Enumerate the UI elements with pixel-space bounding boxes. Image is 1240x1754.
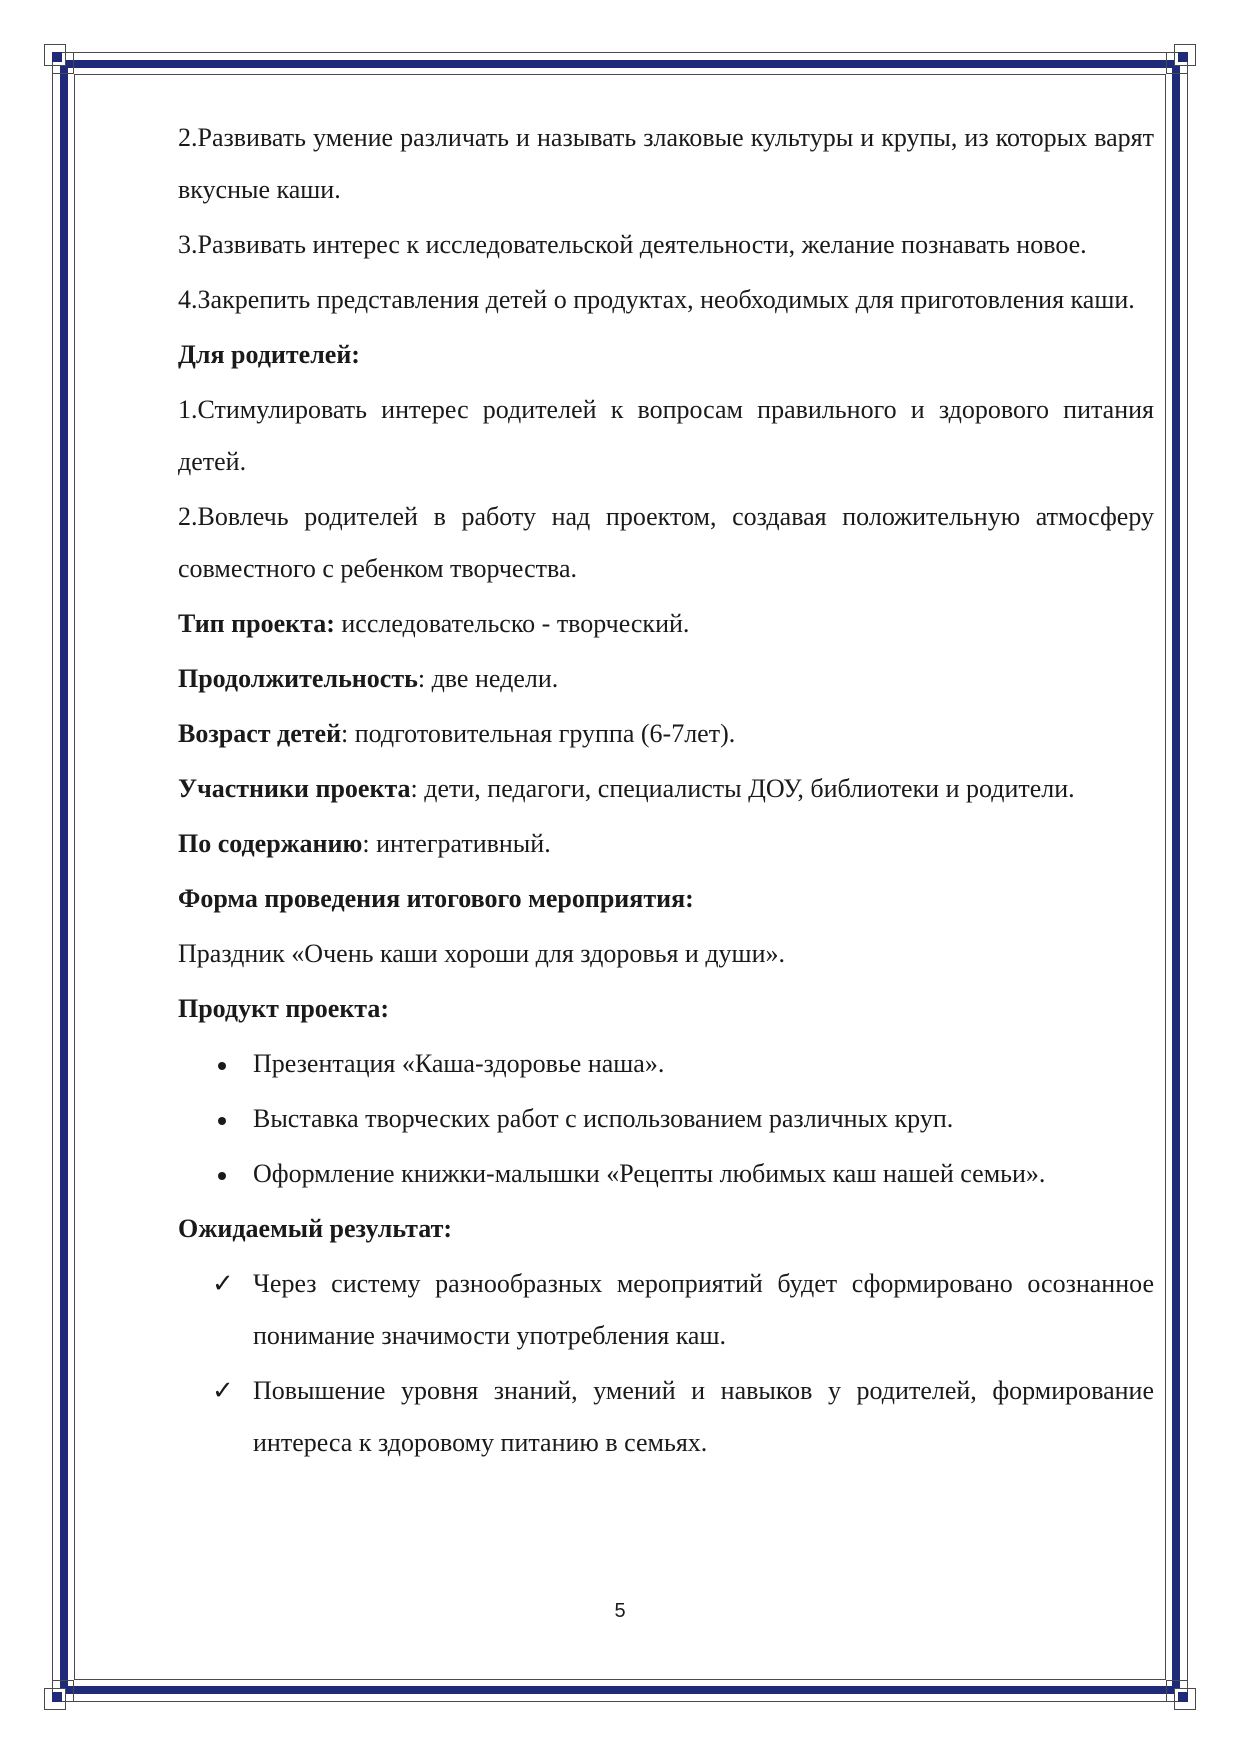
document-body [178,112,1154,1469]
bullet-icon [212,1148,232,1200]
field-value: : подготовительная группа (6-7лет). [341,719,736,748]
field-value: : две недели. [417,664,559,693]
product-list [178,1038,1154,1200]
bullet-icon [212,1038,232,1090]
checkmark-icon: ✓ [212,1269,234,1298]
field-value: : интегративный. [362,829,551,858]
section-heading-product: Продукт проекта: [178,994,390,1023]
frame-corner-ornament [44,44,74,74]
paragraph: 1.Стимулировать интерес родителей к вопросам правильного и здорового питания детей. [178,395,1154,476]
list-item: Оформление книжки-малышки «Рецепты любимых каш нашей семьи». [178,1148,1154,1200]
paragraph: 4.Закрепить представления детей о продуктах, необходимых для приготовления каши. [178,285,1135,314]
field-label: Возраст детей [178,719,342,748]
bullet-icon [212,1093,232,1145]
field-participants [178,763,1154,815]
paragraph: 2.Вовлечь родителей в работу над проектом, создавая положительную атмосферу совместного с ребенком творчества. [178,502,1154,583]
list-item: ✓ Через систему разнообразных мероприятий будет сформировано осознанное понимание значимости употребления каш. [178,1258,1154,1362]
frame-corner-ornament [44,1680,74,1710]
field-label: По содержанию [178,829,363,858]
field-label: Тип проекта: [178,609,335,638]
field-value: : дети, педагоги, специалисты ДОУ, библиотеки и родители. [410,774,1075,803]
section-heading-parents: Для родителей: [178,340,360,369]
frame-corner-ornament [1166,44,1196,74]
field-label: Участники проекта [178,774,411,803]
page-number: 5 [614,1600,626,1622]
list-item: Презентация «Каша-здоровье наша». [178,1038,1154,1090]
field-content-type [178,818,1154,870]
checkmark-icon: ✓ [212,1376,234,1405]
section-heading-final-event: Форма проведения итогового мероприятия: [178,884,694,913]
list-item: Выставка творческих работ с использованием различных круп. [178,1093,1154,1145]
field-children-age [178,708,1154,760]
list-item: ✓ Повышение уровня знаний, умений и навыков у родителей, формирование интереса к здоровому питанию в семьях. [178,1365,1154,1469]
result-list [178,1258,1154,1469]
paragraph: 2.Развивать умение различать и называть злаковые культуры и крупы, из которых варят вкусные каши. [178,123,1154,204]
paragraph: Праздник «Очень каши хороши для здоровья и души». [178,939,785,968]
field-value: исследовательско - творческий. [334,609,690,638]
field-label: Продолжительность [178,664,418,693]
field-duration [178,653,1154,705]
paragraph: 3.Развивать интерес к исследовательской деятельности, желание познавать новое. [178,230,1087,259]
section-heading-result: Ожидаемый результат: [178,1214,453,1243]
frame-corner-ornament [1166,1680,1196,1710]
field-project-type [178,598,1154,650]
